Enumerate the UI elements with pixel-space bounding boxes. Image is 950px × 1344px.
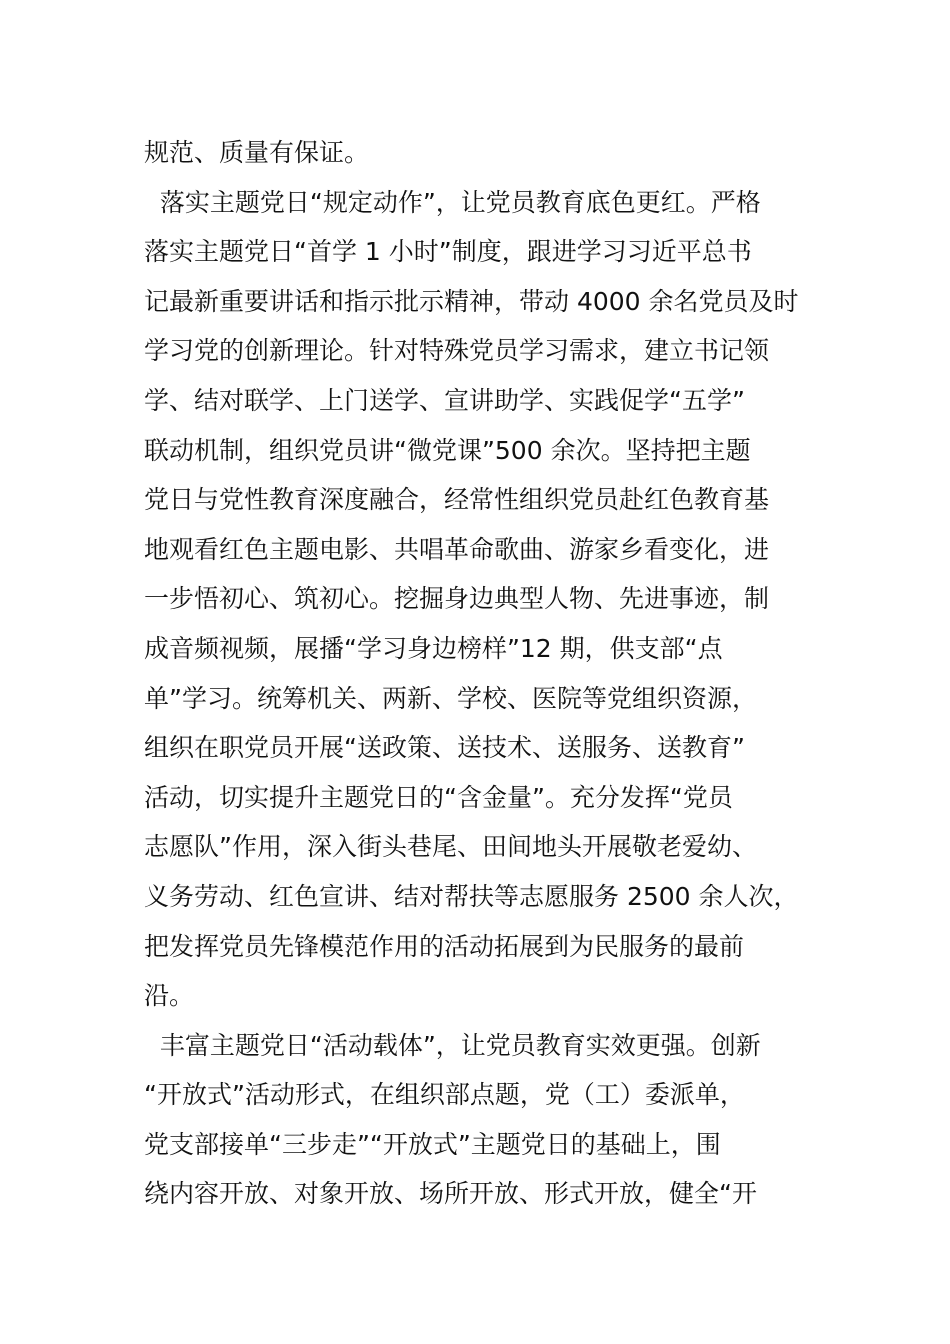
paragraph-start-line: 落实主题党日“规定动作”，让党员教育底色更红。严格 xyxy=(144,187,761,217)
text-line: “开放式”活动形式，在组织部点题，党（工）委派单， xyxy=(144,1080,745,1110)
text-line: 单”学习。统筹机关、两新、学校、医院等党组织资源， xyxy=(144,683,757,713)
text-line: 把发挥党员先锋模范作用的活动拓展到为民服务的最前 xyxy=(144,931,745,961)
text-line: 党日与党性教育深度融合，经常性组织党员赴红色教育基 xyxy=(144,485,770,515)
text-line: 组织在职党员开展“送政策、送技术、送服务、送教育” xyxy=(144,733,745,763)
text-line: 联动机制，组织党员讲“微党课”500 余次。坚持把主题 xyxy=(144,435,751,465)
text-line: 规范、质量有保证。 xyxy=(144,138,370,167)
text-line: 志愿队”作用，深入街头巷尾、田间地头开展敬老爱幼、 xyxy=(144,832,757,862)
text-line: 一步悟初心、筑初心。挖掘身边典型人物、先进事迹，制 xyxy=(144,584,770,614)
text-line: 沿。 xyxy=(144,981,195,1011)
text-line: 地观看红色主题电影、共唱革命歌曲、游家乡看变化，进 xyxy=(144,534,770,564)
paragraph-start-line: 丰富主题党日“活动载体”，让党员教育实效更强。创新 xyxy=(144,1030,761,1060)
text-line: 学习党的创新理论。针对特殊党员学习需求，建立书记领 xyxy=(144,336,770,366)
text-line: 党支部接单“三步走”“开放式”主题党日的基础上，围 xyxy=(144,1129,721,1159)
text-line: 落实主题党日“首学 1 小时”制度，跟进学习习近平总书 xyxy=(144,237,752,267)
body-text xyxy=(144,128,808,1219)
text-line: 成音频视频，展播“学习身边榜样”12 期，供支部“点 xyxy=(144,633,723,663)
text-line: 学、结对联学、上门送学、宣讲助学、实践促学“五学” xyxy=(144,385,745,415)
text-line: 义务劳动、红色宣讲、结对帮扶等志愿服务 2500 余人次， xyxy=(144,881,799,911)
text-line: 绕内容开放、对象开放、场所开放、形式开放，健全“开 xyxy=(144,1179,757,1209)
text-line: 记最新重要讲话和指示批示精神，带动 4000 余名党员及时 xyxy=(144,286,799,316)
text-line: 活动，切实提升主题党日的“含金量”。充分发挥“党员 xyxy=(144,782,733,812)
